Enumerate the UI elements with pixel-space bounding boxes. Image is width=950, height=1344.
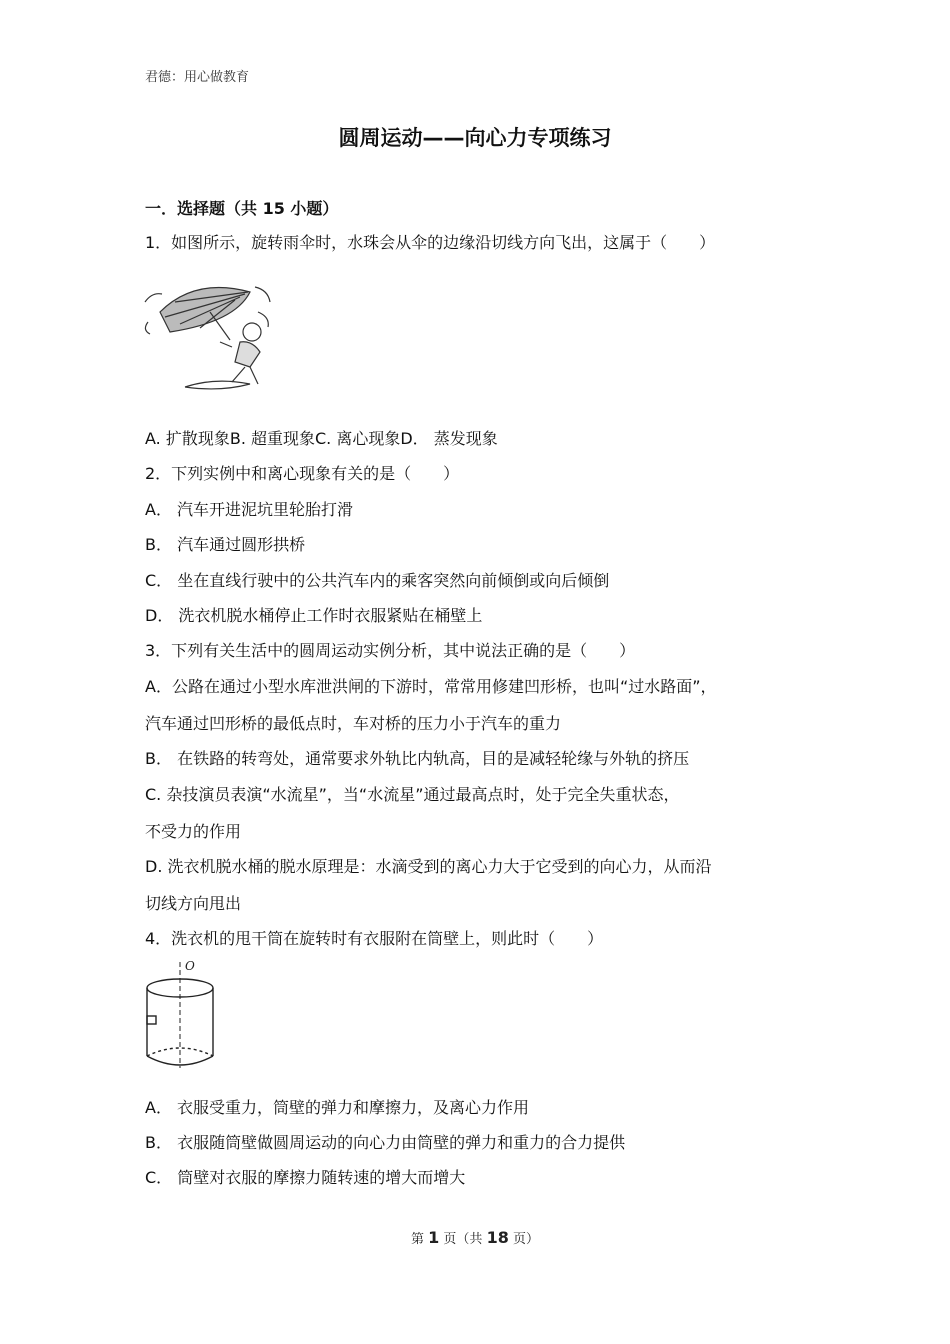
question-2-option-d: D． 洗衣机脱水桶停止工作时衣服紧贴在桶壁上 xyxy=(145,606,483,625)
question-4-option-b: B． 衣服随筒壁做圆周运动的向心力由筒壁的弹力和重力的合力提供 xyxy=(145,1133,626,1152)
umbrella-figure xyxy=(140,272,290,397)
question-4-option-c: C． 筒壁对衣服的摩擦力随转速的增大而增大 xyxy=(145,1168,466,1187)
question-3-option-d: D. 洗衣机脱水桶的脱水原理是：水滴受到的离心力大于它受到的向心力，从而沿 xyxy=(145,857,712,876)
question-2-option-a: A． 汽车开进泥坑里轮胎打滑 xyxy=(145,500,354,519)
question-2-option-c: C． 坐在直线行驶中的公共汽车内的乘客突然向前倾倒或向后倾倒 xyxy=(145,571,610,590)
question-3-option-b: B． 在铁路的转弯处，通常要求外轨比内轨高，目的是减轻轮缘与外轨的挤压 xyxy=(145,749,690,768)
question-2: 2．下列实例中和离心现象有关的是（ ） xyxy=(145,464,460,483)
question-1: 1．如图所示，旋转雨伞时，水珠会从伞的边缘沿切线方向飞出，这属于（ ） xyxy=(145,233,716,252)
footer-prefix: 第 xyxy=(411,1232,429,1247)
cylinder-figure xyxy=(140,958,230,1073)
page-title: 圆周运动——向心力专项练习 xyxy=(338,126,612,150)
header-brand: 君德：用心做教育 xyxy=(145,70,250,85)
question-3-option-c-cont: 不受力的作用 xyxy=(145,822,242,841)
section-heading: 一．选择题（共 15 小题） xyxy=(145,199,339,218)
footer-page-number: 1 xyxy=(428,1228,440,1247)
question-3-option-a: A．公路在通过小型水库泄洪闸的下游时，常常用修建凹形桥，也叫“过水路面”， xyxy=(145,677,717,696)
question-4: 4．洗衣机的甩干筒在旋转时有衣服附在筒壁上，则此时（ ） xyxy=(145,929,604,948)
question-1-options: A. 扩散现象B. 超重现象C. 离心现象D． 蒸发现象 xyxy=(145,429,498,448)
question-3-option-d-cont: 切线方向甩出 xyxy=(145,894,242,913)
footer-middle: 页（共 xyxy=(439,1232,487,1247)
page-footer xyxy=(0,1228,950,1247)
footer-total-pages: 18 xyxy=(486,1228,509,1247)
question-3: 3．下列有关生活中的圆周运动实例分析，其中说法正确的是（ ） xyxy=(145,641,636,660)
question-3-option-a-cont: 汽车通过凹形桥的最低点时，车对桥的压力小于汽车的重力 xyxy=(145,714,562,733)
question-4-option-a: A． 衣服受重力，筒壁的弹力和摩擦力，及离心力作用 xyxy=(145,1098,530,1117)
question-3-option-c: C. 杂技演员表演“水流星”，当“水流星”通过最高点时，处于完全失重状态， xyxy=(145,785,680,804)
footer-suffix: 页） xyxy=(508,1232,539,1247)
question-2-option-b: B． 汽车通过圆形拱桥 xyxy=(145,535,306,554)
axis-label: O xyxy=(185,959,195,973)
